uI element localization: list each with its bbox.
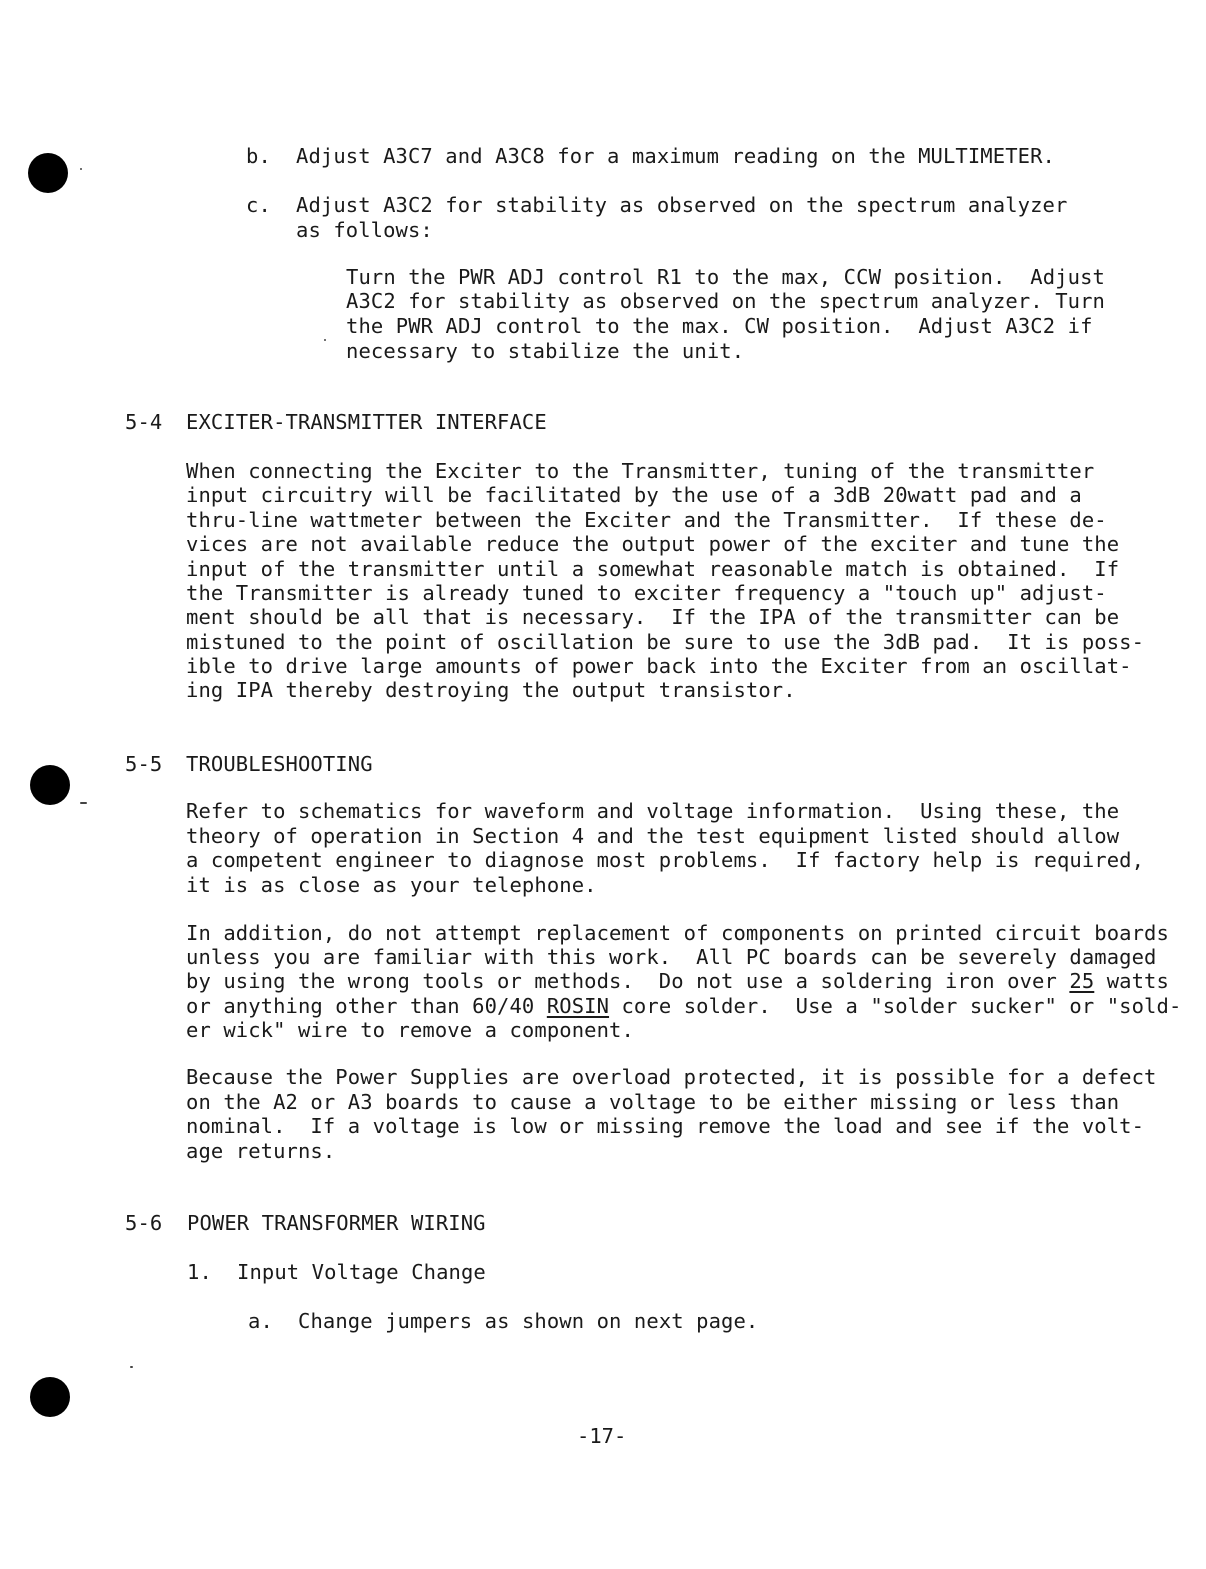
scan-speck [80,168,82,170]
section-5-4-heading: EXCITER-TRANSMITTER INTERFACE [186,410,547,434]
item-c-note-line: necessary to stabilize the unit. [346,339,745,363]
section-5-4-number: 5-4 [125,410,163,434]
section-5-5-p3-line: Because the Power Supplies are overload protected, it is possible for a defect [186,1065,1157,1089]
section-5-5-p2-line [186,994,1181,1019]
section-5-4-line: vices are not available reduce the output power of the exciter and tune the [186,532,1120,556]
punch-hole-middle [30,765,70,805]
section-5-4-line: When connecting the Exciter to the Transmitter, tuning of the transmitter [186,459,1095,483]
step-a-text: Change jumpers as shown on next page. [298,1309,759,1333]
underlined-wattage: 25 [1069,969,1095,993]
section-5-5-p2-line: er wick" wire to remove a component. [186,1018,634,1042]
item-b-marker: b. [246,144,271,168]
item-c-note-line: A3C2 for stability as observed on the spectrum analyzer. Turn [346,289,1105,313]
section-5-4-line: input circuitry will be facilitated by the use of a 3dB 20watt pad and a [186,483,1082,507]
section-5-4-line: mistuned to the point of oscillation be sure to use the 3dB pad. It is poss- [186,630,1145,654]
section-5-4-line: input of the transmitter until a somewhat reasonable match is obtained. If [186,557,1120,581]
section-5-5-number: 5-5 [125,752,163,776]
section-5-5-heading: TROUBLESHOOTING [186,752,373,776]
section-5-5-p3-line: nominal. If a voltage is low or missing remove the load and see if the volt- [186,1114,1145,1138]
page-number: -17- [577,1424,627,1448]
section-5-5-p1-line: Refer to schematics for waveform and voltage information. Using these, the [186,799,1120,823]
section-5-5-p1-line: a competent engineer to diagnose most problems. If factory help is required, [186,848,1145,872]
p2-line4-end: core solder. Use a "solder sucker" or "sold- [609,994,1182,1018]
section-5-5-p3-line: age returns. [186,1139,336,1163]
section-5-4-line: the Transmitter is already tuned to exciter frequency a "touch up" adjust- [186,581,1107,605]
p2-line3-end: watts [1094,969,1169,993]
section-5-4-line: thru-line wattmeter between the Exciter and the Transmitter. If these de- [186,508,1107,532]
section-5-5-p3-line: on the A2 or A3 boards to cause a voltage to be either missing or less than [186,1090,1120,1114]
scan-speck [324,339,326,341]
subsection-1-marker: 1. [187,1260,212,1284]
item-b-text: Adjust A3C7 and A3C8 for a maximum reading on the MULTIMETER. [296,144,1055,168]
section-5-4-line: ing IPA thereby destroying the output transistor. [186,678,796,702]
step-a-marker: a. [248,1309,273,1333]
section-5-5-p1-line: it is as close as your telephone. [186,873,597,897]
p2-line4-start: or anything other than 60/40 [186,994,547,1018]
section-5-5-p2-line: In addition, do not attempt replacement of components on printed circuit boards [186,921,1169,945]
item-c-line: as follows: [296,218,433,242]
section-5-5-p2-line [186,969,1169,994]
scan-speck [130,1366,133,1368]
item-c-line: Adjust A3C2 for stability as observed on the spectrum analyzer [296,193,1068,217]
section-5-4-line: ible to drive large amounts of power back into the Exciter from an oscillat- [186,654,1132,678]
scan-speck [80,802,87,804]
item-c-note-line: Turn the PWR ADJ control R1 to the max, CCW position. Adjust [346,265,1105,289]
section-5-6-number: 5-6 [125,1211,163,1235]
subsection-1-title: Input Voltage Change [237,1260,486,1284]
section-5-6-heading: POWER TRANSFORMER WIRING [187,1211,486,1235]
underlined-rosin: ROSIN [546,994,610,1018]
item-c-note-line: the PWR ADJ control to the max. CW position. Adjust A3C2 if [346,314,1093,338]
punch-hole-bottom [30,1377,70,1417]
punch-hole-top [28,153,68,193]
section-5-4-line: ment should be all that is necessary. If the IPA of the transmitter can be [186,605,1120,629]
item-c-marker: c. [246,193,271,217]
section-5-5-p1-line: theory of operation in Section 4 and the test equipment listed should allow [186,824,1120,848]
p2-line3-start: by using the wrong tools or methods. Do not use a soldering iron over [186,969,1070,993]
section-5-5-p2-line: unless you are familiar with this work. All PC boards can be severely damaged [186,945,1157,969]
